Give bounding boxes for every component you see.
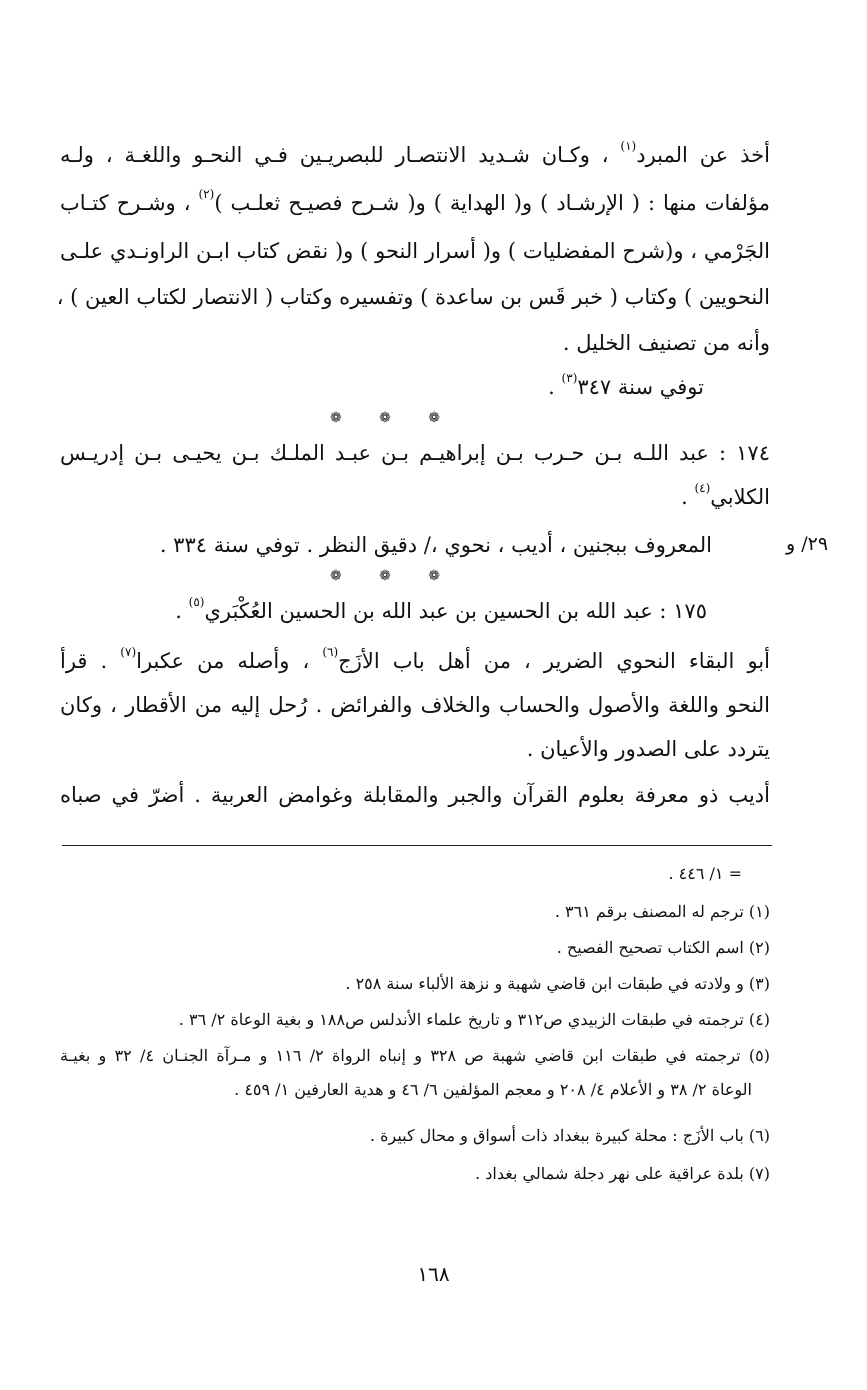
text: أبو البقاء النحوي الضرير ، من أهل باب الأزَج xyxy=(338,649,770,673)
footnote-continuation: = ١/ ٤٤٦ . xyxy=(668,864,742,883)
footnote-7: (٧) بلدة عراقية على نهر دجلة شمالي بغداد . xyxy=(475,1164,770,1183)
text: الكلابي xyxy=(710,485,770,509)
footnote-separator xyxy=(62,845,772,846)
body-line-3: الجَرْمي ، و(شرح المفضليات ) و( أسرار النحو ) و( نقض كتاب ابـن الراونـدي علـى xyxy=(60,239,770,263)
text: أخذ عن المبرد xyxy=(636,143,770,167)
footnote-ref-3: (٣) xyxy=(561,371,578,385)
footnote-5-line-1: (٥) ترجمته في طبقات ابن قاضي شهبة ص ٣٢٨ و إنباه الرواة ٢/ ١١٦ و مـرآة الجنـان ٤/ ٣٢ و بغيـة xyxy=(60,1046,770,1065)
page-number: ١٦٨ xyxy=(417,1262,450,1286)
flower-ornament-icon: ❁ xyxy=(428,568,440,584)
text: . قرأ xyxy=(60,649,108,673)
text: . xyxy=(681,485,688,509)
manuscript-folio-marker: ٢٩/ و xyxy=(786,533,829,555)
footnote-ref-5: (٥) xyxy=(188,595,205,609)
entry-174-heading: ١٧٤ : عبد اللـه بـن حـرب بـن إبراهيـم بـن عبـد الملـك بـن يحيـى بـن إدريـس xyxy=(60,441,770,465)
text: . xyxy=(548,375,555,399)
section-separator xyxy=(330,566,440,586)
body-line-4: النحويين ) وكتاب ( خبر قَس بن ساعدة ) وتفسيره وكتاب ( الانتصار لكتاب العين ) ، xyxy=(56,285,770,309)
footnote-2: (٢) اسم الكتاب تصحيح الفصيح . xyxy=(556,938,770,957)
body-line-1 xyxy=(60,140,770,170)
entry-175-line-1 xyxy=(60,646,770,676)
text: ، وكـان شـديد الانتصـار للبصريـين فـي النحـو واللغـة ، ولـه xyxy=(60,143,609,167)
section-separator xyxy=(330,408,440,428)
footnote-ref-2: (٢) xyxy=(198,187,215,201)
footnote-ref-1: (١) xyxy=(620,139,637,153)
text: توفي سنة ٣٤٧ xyxy=(577,375,704,399)
footnote-6: (٦) باب الأزَج : محلة كبيرة ببغداد ذات أسواق و محال كبيرة . xyxy=(369,1126,770,1145)
flower-ornament-icon: ❁ xyxy=(330,568,342,584)
entry-175-line-3: يتردد على الصدور والأعيان . xyxy=(526,737,770,761)
footnote-5-line-2: الوعاة ٢/ ٣٨ و الأعلام ٤/ ٢٠٨ و معجم المؤلفين ٦/ ٤٦ و هدية العارفين ١/ ٤٥٩ . xyxy=(234,1080,752,1099)
body-line-2 xyxy=(60,188,770,218)
entry-174-description: المعروف ببجنين ، أديب ، نحوي ،/ دقيق النظر . توفي سنة ٣٣٤ . xyxy=(159,533,712,557)
text: ١٧٥ : عبد الله بن الحسين بن عبد الله بن الحسين العُكْبَري xyxy=(204,599,707,623)
flower-ornament-icon: ❁ xyxy=(330,410,342,426)
entry-175-heading xyxy=(175,596,707,626)
footnote-ref-7: (٧) xyxy=(120,645,137,659)
footnote-4: (٤) ترجمته في طبقات الزبيدي ص٣١٢ و تاريخ علماء الأندلس ص١٨٨ و بغية الوعاة ٢/ ٣٦ . xyxy=(178,1010,770,1029)
text: . xyxy=(175,599,182,623)
text: ، وأصله من عكبرا xyxy=(136,649,310,673)
body-line-5: وأنه من تصنيف الخليل . xyxy=(562,331,770,355)
entry-175-line-4: أديب ذو معرفة بعلوم القرآن والجبر والمقابلة وغوامض العربية . أضرّ في صباه xyxy=(60,783,770,807)
flower-ornament-icon: ❁ xyxy=(379,568,391,584)
footnote-3: (٣) و ولادته في طبقات ابن قاضي شهبة و نزهة الألباء سنة ٢٥٨ . xyxy=(345,974,770,993)
entry-175-line-2: النحو واللغة والأصول والحساب والخلاف والفرائض . رُحل إليه من الأقطار ، وكان xyxy=(60,693,770,717)
footnote-1: (١) ترجم له المصنف برقم ٣٦١ . xyxy=(554,902,770,921)
footnote-ref-6: (٦) xyxy=(322,645,339,659)
flower-ornament-icon: ❁ xyxy=(428,410,440,426)
death-line xyxy=(548,372,704,402)
footnote-ref-4: (٤) xyxy=(694,481,711,495)
flower-ornament-icon: ❁ xyxy=(379,410,391,426)
text: ، وشـرح كتـاب xyxy=(60,191,191,215)
text: مؤلفات منها : ( الإرشـاد ) و( الهداية ) و( شـرح فصيـح ثعلـب ) xyxy=(214,191,770,215)
entry-174-name xyxy=(681,482,770,512)
